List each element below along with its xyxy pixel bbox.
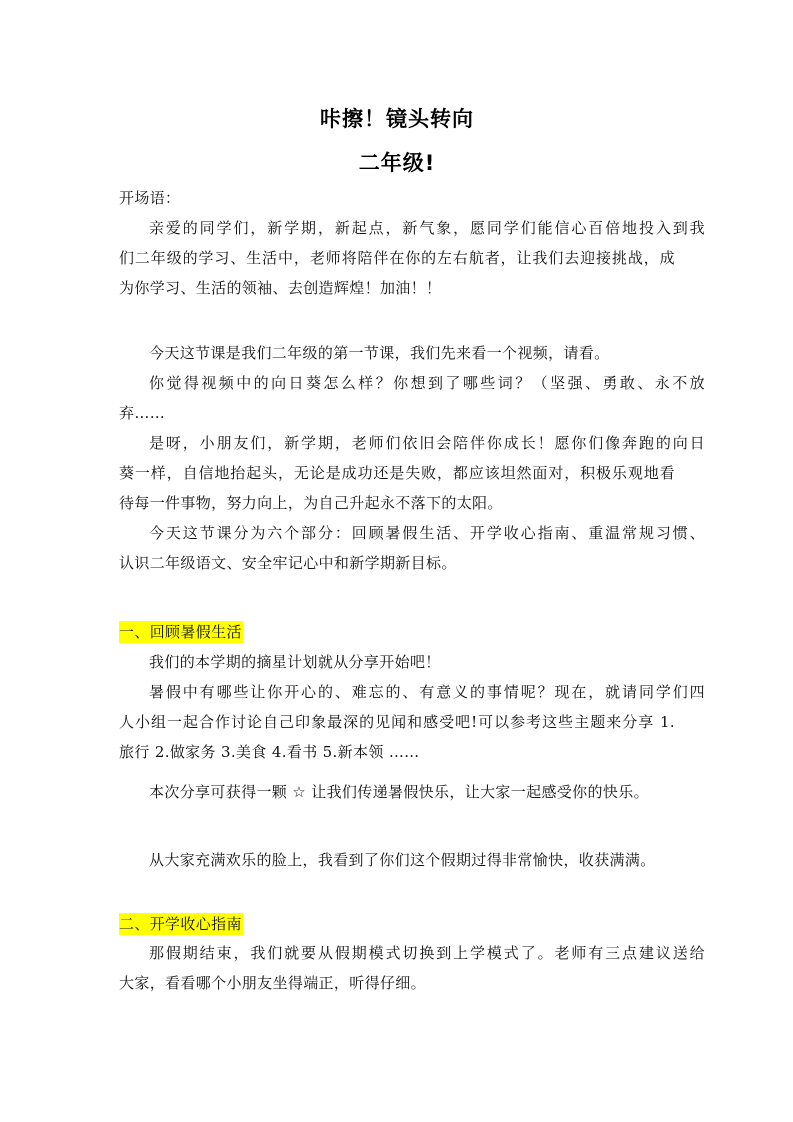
parts-paragraph-line: 今天这节课分为六个部分：回顾暑假生活、开学收心指南、重温常规习惯、 [149, 524, 705, 542]
section1-start-paragraph: 我们的本学期的摘星计划就从分享开始吧！ [149, 653, 441, 671]
sunflower-paragraph-line: 你觉得视频中的向日葵怎么样？你想到了哪些词？（坚强、勇敢、永不放 [149, 374, 705, 392]
sunflower-paragraph-line: 弃…… [119, 404, 166, 422]
reward-text-after: 让我们传递暑假快乐，让大家一起感受你的快乐。 [311, 783, 649, 801]
document-title-line2: 二年级! [358, 151, 436, 175]
section2-heading: 二、开学收心指南 [119, 915, 242, 933]
section1-heading-row [119, 621, 675, 643]
section2-heading-row [119, 913, 675, 935]
section1-heading: 一、回顾暑假生活 [119, 623, 242, 641]
section2-switch-line: 大家，看看哪个小朋友坐得端正，听得仔细。 [119, 974, 427, 992]
star-icon: ☆ [292, 783, 307, 801]
section1-summary-paragraph: 从大家充满欢乐的脸上，我看到了你们这个假期过得非常愉快，收获满满。 [149, 851, 656, 869]
section1-share-line: 暑假中有哪些让你开心的、难忘的、有意义的事情呢？现在，就请同学们四 [149, 683, 705, 701]
intro-paragraph-line: 们二年级的学习、生活中，老师将陪伴在你的左右航者，让我们去迎接挑战，成 [119, 249, 675, 267]
intro-paragraph-line: 为你学习、生活的领袖、去创造辉煌！加油！！ [119, 279, 442, 297]
section2-switch-line: 那假期结束，我们就要从假期模式切换到上学模式了。老师有三点建议送给 [149, 944, 705, 962]
section1-reward-paragraph [119, 782, 705, 802]
parts-paragraph-line: 认识二年级语文、安全牢记心中和新学期新目标。 [119, 554, 457, 572]
encourage-paragraph-line: 待每一件事物，努力向上，为自己升起永不落下的太阳。 [119, 494, 503, 512]
encourage-paragraph-line: 是呀，小朋友们，新学期，老师们依旧会陪伴你成长！愿你们像奔跑的向日 [149, 434, 705, 452]
intro-paragraph-line: 亲爱的同学们，新学期，新起点，新气象，愿同学们能信心百倍地投入到我 [149, 219, 705, 237]
video-paragraph: 今天这节课是我们二年级的第一节课，我们先来看一个视频，请看。 [149, 344, 610, 362]
section1-share-line: 旅行 2.做家务 3.美食 4.看书 5.新本领 …… [119, 743, 420, 761]
intro-label: 开场语： [119, 189, 181, 207]
reward-text-before: 本次分享可获得一颗 [149, 783, 288, 801]
section1-share-line: 人小组一起合作讨论自己印象最深的见闻和感受吧!可以参考这些主题来分享 1. [119, 713, 675, 731]
document-title-line1: 咔擦！镜头转向 [320, 107, 474, 131]
encourage-paragraph-line: 葵一样，自信地抬起头，无论是成功还是失败，都应该坦然面对，积极乐观地看 [119, 464, 675, 482]
